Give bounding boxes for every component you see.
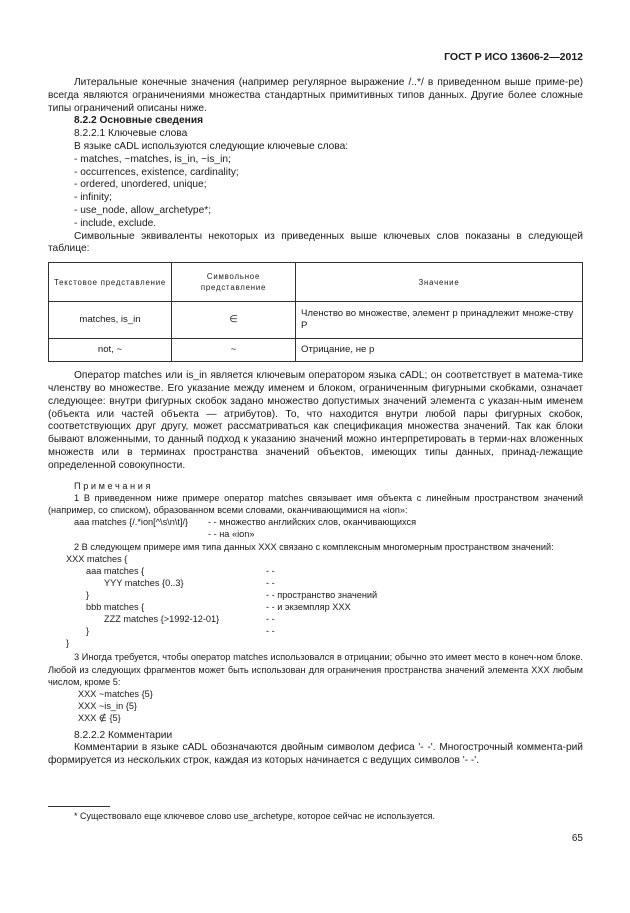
keyword-item: - use_node, allow_archetype*; [74, 204, 212, 216]
table-header-meaning: Значение [296, 263, 583, 302]
code-comment: - - [266, 626, 275, 637]
table-cell: matches, is_in [49, 302, 172, 339]
code-comment: - - [266, 614, 275, 625]
code-line: bbb matches { [86, 602, 145, 613]
keyword-item: - matches, ~matches, is_in, ~is_in; [74, 153, 231, 165]
table-cell: not, ~ [49, 339, 172, 362]
section-8-2-2-2-title: 8.2.2.2 Комментарии [74, 729, 173, 741]
table-cell: Отрицание, не p [296, 339, 583, 362]
paragraph-matches-operator: Оператор matches или is_in является ключевым оператором языка cADL; он соответствует в матема-тике членству во множестве. Его указание между именем и блоком, ограниченным фигурными скобками, означает следующее: внутри фигурных скобок задано множество допустимых значений элемента с указан-ным именем (объекта или частей объекта — атрибутов). То, что находится внутри любой пары фигурных скобок, соответствующих друг другу, может рассматриваться как спецификация множества значений. Так как блоки бывают вложенными, то данный подход к указанию значений можно интерпретировать в терми-нах вложенных множеств или в терминах пространства значений объектов, имеющих типы данных, принад-лежащие определенной совокупности. [48, 370, 583, 471]
keyword-item: - include, exclude. [74, 217, 157, 229]
section-8-2-2-1-title: 8.2.2.1 Ключевые слова [74, 128, 188, 140]
table-header-row [49, 263, 583, 302]
footnote-divider [48, 806, 110, 807]
code-line: } [66, 638, 70, 649]
code-line: ZZZ matches {>1992-12-01} [104, 614, 220, 625]
page-body [48, 77, 583, 768]
code-comment: - - множество английских слов, оканчивающихся [208, 517, 417, 528]
section-8-2-2-title: 8.2.2 Основные сведения [74, 115, 204, 127]
note-3: 3 Иногда требуется, чтобы оператор matches использовался в отрицании; обычно это имеет место в конеч-ном блоке. Любой из следующих фрагментов может быть использован для ограничения пространства значений элемента XXX любым числом, кроме 5: [48, 652, 583, 687]
table-row [49, 302, 583, 339]
code-comment: - - [266, 578, 275, 589]
table-intro: Символьные эквиваленты некоторых из приведенных выше ключевых слов показаны в следующей таблице: [48, 230, 583, 255]
footnote: * Существовало еще ключевое слово use_archetype, которое сейчас не используется. [74, 811, 436, 821]
code-line: XXX ~matches {5} [78, 688, 153, 699]
code-line: aaa matches { [86, 566, 145, 577]
code-line: } [86, 590, 90, 601]
paragraph-literal-values: Литеральные конечные значения (например регулярное выражение /..*/ в приведенном выше приме-ре) всегда являются ограничениями множества стандартных примитивных типов данных. Другие более сложные типы ограничений описаны ниже. [48, 77, 583, 114]
code-comment: - - [266, 566, 275, 577]
note-1-code [48, 516, 583, 541]
code-comment: - - пространство значений [266, 590, 378, 601]
keyword-item: - occurrences, existence, cardinality; [74, 166, 239, 178]
table-header-text-repr: Текстовое представление [49, 263, 172, 302]
notes-title: Примечания [74, 480, 154, 491]
notes-block [48, 480, 583, 725]
note-2: 2 В следующем примере имя типа данных XXX связано с комплексным многомерным пространством значений: [74, 542, 554, 553]
paragraph-comments: Комментарии в языке cADL обозначаются двойным символом дефиса '- -'. Многострочный коммента-рий формируется из нескольких строк, каждая из которых начинается с ведущих символов '- -'. [48, 742, 583, 767]
code-comment: - - на «ion» [208, 529, 255, 540]
table-cell: Членство во множестве, элемент p принадлежит множе-ству P [296, 302, 583, 339]
code-line: XXX ∉ {5} [78, 713, 121, 724]
table-cell: ∈ [172, 302, 296, 339]
note-1: 1 В приведенном ниже примере оператор matches связывает имя объекта с линейным пространством значений (например, со списком), образованном всеми словами, оканчивающимися на «ion»: [48, 492, 583, 515]
keyword-symbol-table [48, 262, 583, 362]
code-line: YYY matches {0..3} [104, 578, 184, 589]
code-line: XXX matches { [66, 554, 128, 565]
keyword-item: - infinity; [74, 192, 112, 204]
table-cell: ~ [172, 339, 296, 362]
page-header: ГОСТ Р ИСО 13606-2—2012 [444, 51, 583, 63]
keyword-item: - ordered, unordered, unique; [74, 179, 207, 191]
note-2-code [48, 553, 583, 651]
table-header-symbol-repr: Символьное представление [172, 263, 296, 302]
code-line: XXX ~is_in {5} [78, 701, 137, 712]
table-row [49, 339, 583, 362]
keywords-intro: В языке cADL используются следующие ключевые слова: [74, 140, 349, 152]
page-number: 65 [571, 833, 583, 844]
code-line: } [86, 626, 90, 637]
code-line: aaa matches {/.*ion[^\s\n\t]/} [74, 517, 189, 528]
code-comment: - - и экземпляр XXX [266, 602, 351, 613]
